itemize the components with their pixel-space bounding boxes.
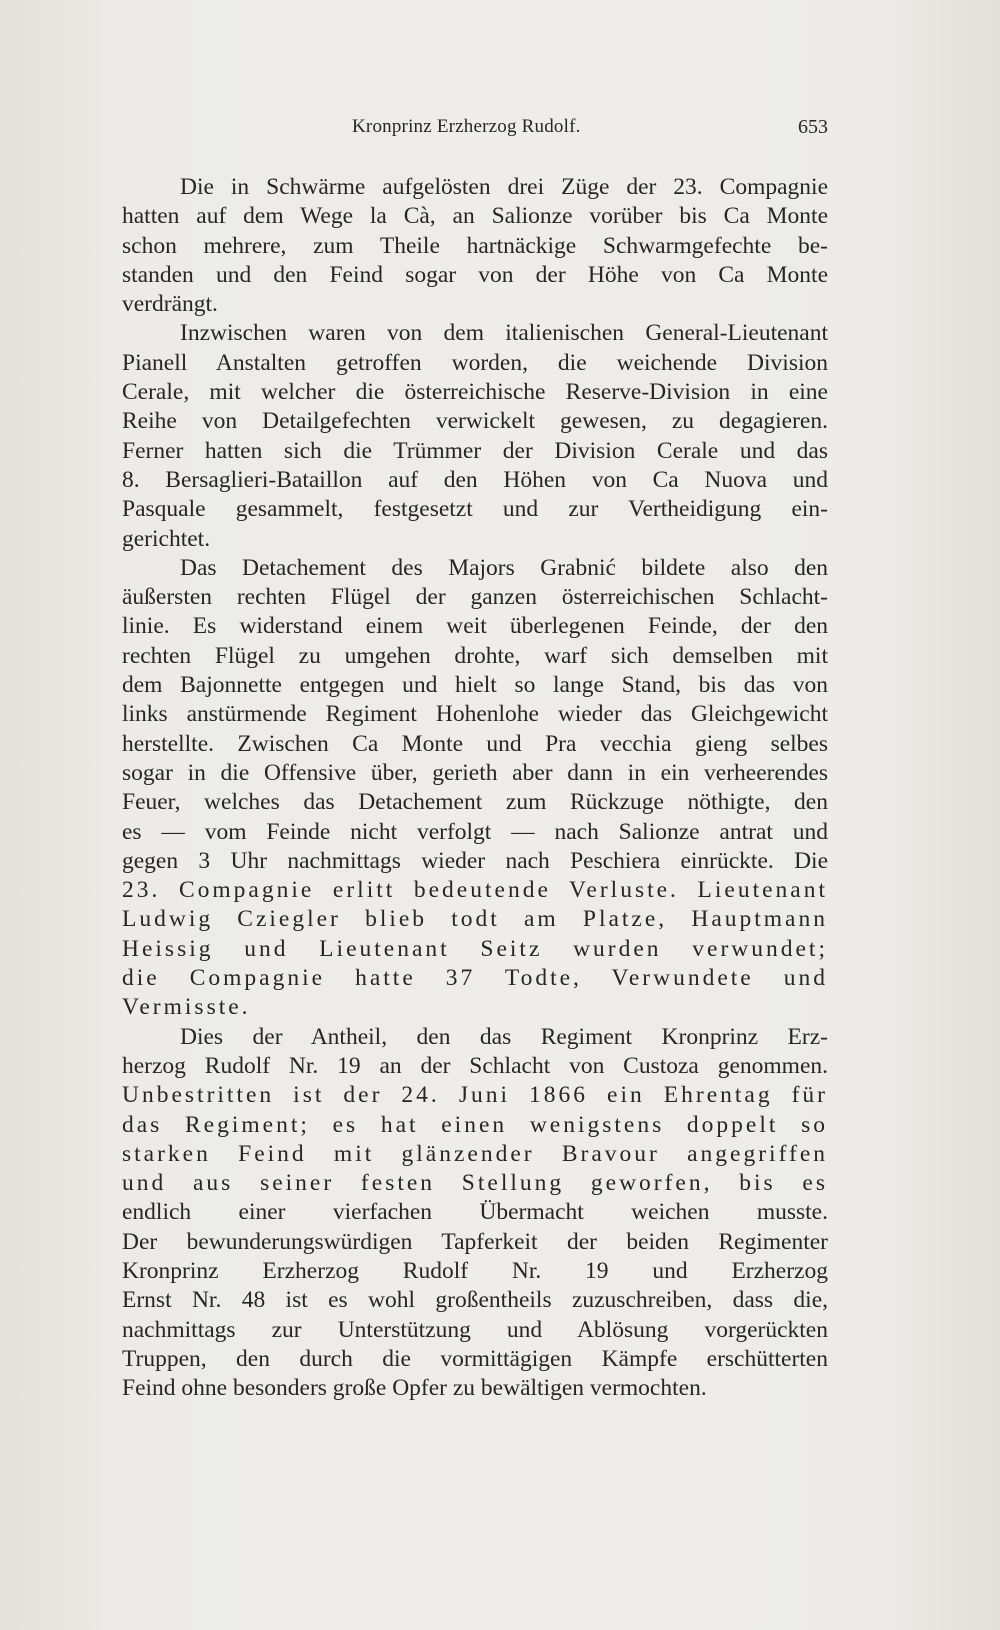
- paragraph-1: [122, 173, 828, 319]
- paragraph-2: [122, 319, 828, 553]
- text-line: Unbestritten ist der 24. Juni 1866 ein Ehrentag für: [122, 1082, 828, 1109]
- text-line: starken Feind mit glänzender Bravour angegriffen: [122, 1140, 828, 1167]
- text-line: Vermisste.: [122, 994, 251, 1021]
- text-line: gerichtet.: [122, 525, 211, 552]
- text-line: die Compagnie hatte 37 Todte, Verwundete und: [122, 965, 828, 992]
- text-line: Inzwischen waren von dem italienischen General-Lieutenant: [180, 320, 828, 347]
- text-line: herzog Rudolf Nr. 19 an der Schlacht von Custoza genommen.: [122, 1052, 828, 1079]
- text-line: linie. Es widerstand einem weit überlegenen Feinde, der den: [122, 613, 828, 640]
- text-line: endlich einer vierfachen Übermacht weichen musste.: [122, 1199, 828, 1226]
- text-line: dem Bajonnette entgegen und hielt so lange Stand, bis das von: [122, 672, 828, 699]
- page-number: 653: [798, 116, 828, 138]
- page-header: [122, 116, 828, 146]
- text-line: Pianell Anstalten getroffen worden, die weichende Division: [122, 349, 828, 376]
- text-line: rechten Flügel zu umgehen drohte, warf sich demselben mit: [122, 642, 828, 669]
- text-line: Ernst Nr. 48 ist es wohl großentheils zuzuschreiben, dass die,: [122, 1287, 828, 1314]
- text-line: sogar in die Offensive über, gerieth aber dann in ein verheerendes: [122, 759, 828, 786]
- text-line: es — vom Feinde nicht verfolgt — nach Salionze antrat und: [122, 818, 828, 845]
- text-line: gegen 3 Uhr nachmittags wieder nach Peschiera einrückte. Die: [122, 847, 828, 874]
- paragraph-3: [122, 554, 828, 1023]
- text-line: äußersten rechten Flügel der ganzen österreichischen Schlacht-: [122, 584, 828, 611]
- text-line: Truppen, den durch die vormittägigen Kämpfe erschütterten: [122, 1345, 828, 1372]
- body-text: [122, 173, 828, 1403]
- text-line: Ludwig Cziegler blieb todt am Platze, Hauptmann: [122, 906, 828, 933]
- text-line: Cerale, mit welcher die österreichische Reserve-Division in eine: [122, 379, 828, 406]
- paragraph-4: [122, 1023, 828, 1404]
- text-line: Der bewunderungswürdigen Tapferkeit der beiden Regimenter: [122, 1228, 828, 1255]
- running-title: Kronprinz Erzherzog Rudolf.: [352, 116, 581, 137]
- text-line: und aus seiner festen Stellung geworfen, bis es: [122, 1170, 828, 1197]
- text-line: Das Detachement des Majors Grabnić bildete also den: [180, 554, 828, 581]
- text-line: verdrängt.: [122, 291, 218, 318]
- text-line: Feuer, welches das Detachement zum Rückzuge nöthigte, den: [122, 789, 828, 816]
- text-line: standen und den Feind sogar von der Höhe von Ca Monte: [122, 261, 828, 288]
- text-line: herstellte. Zwischen Ca Monte und Pra vecchia gieng selbes: [122, 730, 828, 757]
- text-line: Kronprinz Erzherzog Rudolf Nr. 19 und Erzherzog: [122, 1257, 828, 1284]
- text-line: links anstürmende Regiment Hohenlohe wieder das Gleichgewicht: [122, 701, 828, 728]
- text-line: Pasquale gesammelt, festgesetzt und zur Vertheidigung ein-: [122, 496, 828, 523]
- text-line: 23. Compagnie erlitt bedeutende Verluste. Lieutenant: [122, 877, 828, 904]
- text-line: das Regiment; es hat einen wenigstens doppelt so: [122, 1111, 828, 1138]
- text-line: hatten auf dem Wege la Cà, an Salionze vorüber bis Ca Monte: [122, 203, 828, 230]
- text-line: 8. Bersaglieri-Bataillon auf den Höhen von Ca Nuova und: [122, 466, 828, 493]
- text-line: Feind ohne besonders große Opfer zu bewältigen vermochten.: [122, 1375, 707, 1402]
- text-line: Die in Schwärme aufgelösten drei Züge der 23. Compagnie: [180, 174, 828, 200]
- text-line: Reihe von Detailgefechten verwickelt gewesen, zu degagieren.: [122, 408, 828, 435]
- text-line: schon mehrere, zum Theile hartnäckige Schwarmgefechte be-: [122, 232, 828, 259]
- text-line: Ferner hatten sich die Trümmer der Division Cerale und das: [122, 437, 828, 464]
- text-line: Heissig und Lieutenant Seitz wurden verwundet;: [122, 935, 828, 962]
- text-line: nachmittags zur Unterstützung und Ablösung vorgerückten: [122, 1316, 828, 1343]
- text-line: Dies der Antheil, den das Regiment Kronprinz Erz-: [180, 1023, 828, 1050]
